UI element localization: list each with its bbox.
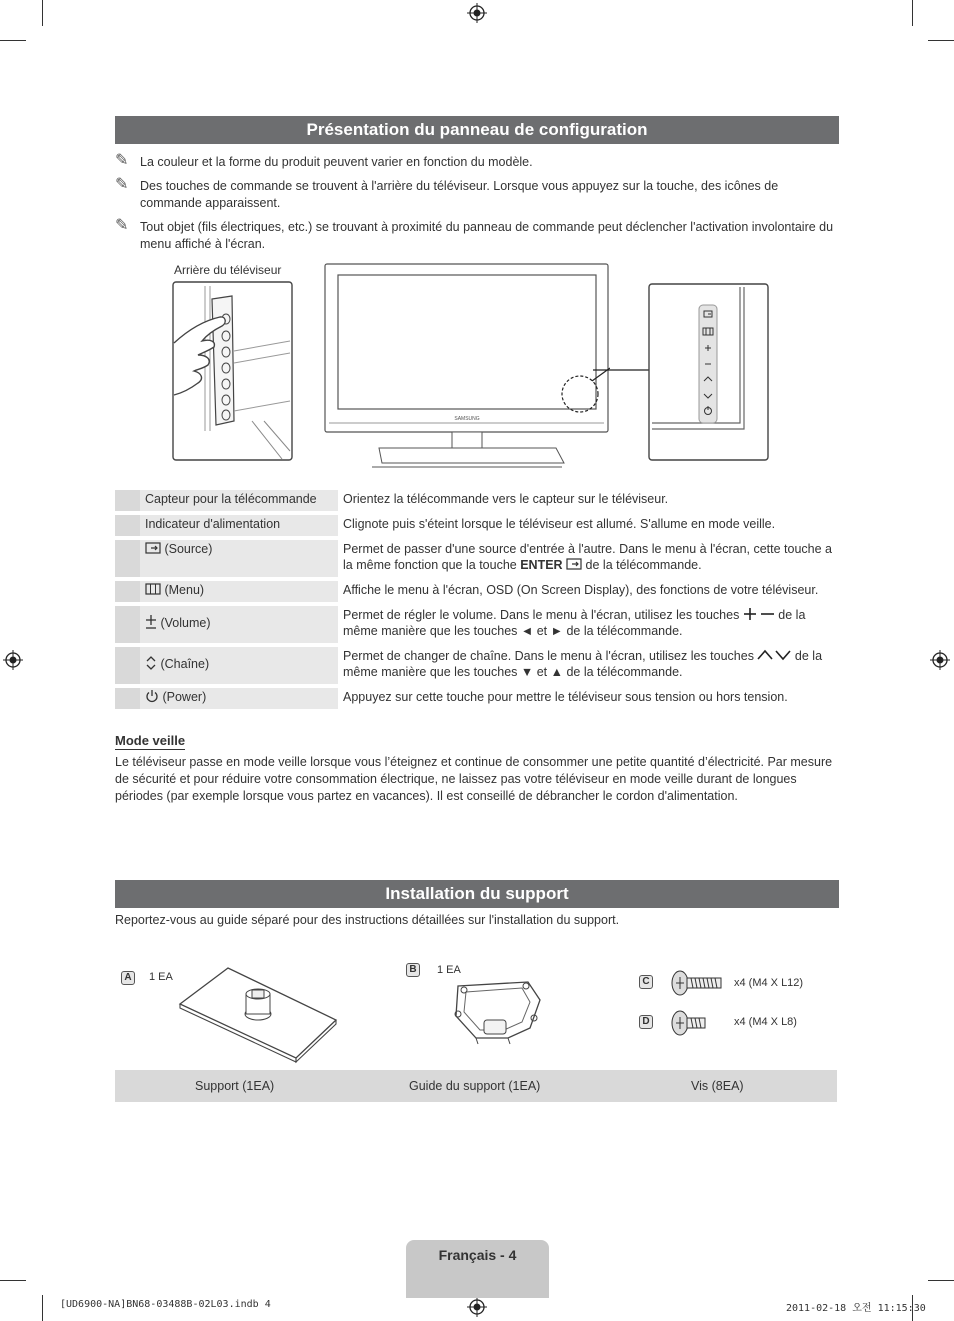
desc-text: Permet de régler le volume. Dans le menu à l'écran, utilisez les touches — [343, 608, 740, 622]
crop-mark — [928, 40, 954, 41]
table-row — [115, 540, 839, 577]
control-desc — [338, 540, 839, 577]
control-name — [140, 688, 338, 709]
control-desc: Appuyez sur cette touche pour mettre le téléviseur sous tension ou hors tension. — [343, 690, 788, 704]
control-name-text: (Menu) — [164, 583, 205, 597]
part-letter-a: A — [121, 971, 135, 985]
plus-minus-icon — [743, 608, 775, 620]
table-row — [115, 581, 839, 602]
control-name: Indicateur d'alimentation — [140, 515, 338, 536]
print-file-info: [UD6900-NA]BN68-03488B-02L03.indb 4 — [60, 1299, 271, 1310]
pencil-note-icon: ✎ — [115, 176, 129, 193]
row-marker — [115, 490, 140, 511]
stand-base-illustration — [178, 962, 338, 1064]
control-desc: Affiche le menu à l'écran, OSD (On Screen Display), des fonctions de votre téléviseur. — [343, 583, 819, 597]
note-item — [115, 178, 835, 212]
row-marker — [115, 515, 140, 536]
up-down-arrow-icon — [757, 649, 791, 661]
tv-front-illustration — [324, 263, 610, 468]
control-name — [140, 581, 338, 602]
table-row — [115, 647, 839, 684]
parts-label-strip — [115, 1070, 837, 1102]
crop-mark — [42, 0, 43, 26]
part-letter-d: D — [639, 1015, 653, 1029]
support-intro: Reportez-vous au guide séparé pour des instructions détaillées sur l'installation du support. — [115, 913, 620, 927]
note-text: La couleur et la forme du produit peuvent varier en fonction du modèle. — [140, 155, 533, 169]
screw-short-icon — [670, 1008, 710, 1038]
crop-mark — [0, 1280, 26, 1281]
menu-icon — [145, 583, 161, 595]
control-name — [140, 647, 338, 684]
pencil-note-icon: ✎ — [115, 217, 129, 234]
row-marker — [115, 688, 140, 709]
enter-icon — [566, 558, 582, 570]
control-name-text: (Volume) — [160, 616, 211, 630]
crop-mark — [928, 1280, 954, 1281]
note-item — [115, 219, 835, 253]
control-name — [140, 540, 338, 577]
table-row — [115, 490, 839, 511]
control-desc — [338, 647, 839, 684]
table-row — [115, 606, 839, 643]
control-desc: Orientez la télécommande vers le capteur sur le téléviseur. — [343, 492, 669, 506]
crop-mark — [0, 40, 26, 41]
standby-title: Mode veille — [115, 733, 186, 748]
row-marker — [115, 606, 140, 643]
table-row — [115, 688, 839, 709]
part-qty-b: 1 EA — [437, 964, 461, 976]
part-qty-a: 1 EA — [149, 971, 173, 983]
desc-text: Permet de passer d'une source d'entrée à l'autre. Dans le menu à l'écran, cette touche a la même fonction que la touche — [343, 542, 832, 572]
part-qty-d: x4 (M4 X L8) — [734, 1016, 797, 1028]
registration-mark-icon — [930, 650, 950, 670]
standby-body: Le téléviseur passe en mode veille lorsque vous l’éteignez et continue de consommer une petite quantité d’électricité. Par mesure de sécurité et pour réduire votre consommation électrique, ne laissez pas votre téléviseur en mode veille durant de longues périodes (par exemple lorsque vous partez en vacances). Il est conseillé de débrancher le cordon d'alimentation. — [115, 755, 833, 803]
registration-mark-icon — [3, 650, 23, 670]
control-panel-table — [115, 486, 839, 713]
part-letter-c: C — [639, 975, 653, 989]
note-item — [115, 154, 835, 171]
registration-mark-icon — [467, 3, 487, 23]
section-title-panel: Présentation du panneau de configuration — [115, 116, 839, 144]
page-number-tab: Français - 4 — [406, 1240, 549, 1298]
row-marker — [115, 647, 140, 684]
crop-mark — [912, 0, 913, 26]
note-text: Des touches de commande se trouvent à l'arrière du téléviseur. Lorsque vous appuyez sur la touche, des icônes de commande apparaissent. — [140, 179, 779, 210]
registration-mark-icon — [467, 1297, 487, 1317]
volume-icon — [145, 615, 157, 629]
callout-connector-line — [593, 362, 653, 382]
desc-text: de la télécommande. — [585, 558, 702, 572]
stand-guide-illustration — [448, 978, 548, 1048]
part-label-support: Support (1EA) — [195, 1079, 275, 1093]
control-name-text: (Source) — [164, 542, 213, 556]
part-qty-c: x4 (M4 X L12) — [734, 977, 804, 989]
control-desc: Clignote puis s'éteint lorsque le téléviseur est allumé. S'allume en mode veille. — [343, 517, 776, 531]
row-marker — [115, 581, 140, 602]
table-row — [115, 515, 839, 536]
part-label-screws: Vis (8EA) — [691, 1079, 744, 1093]
row-marker — [115, 540, 140, 577]
control-panel-zoom-illustration — [648, 283, 770, 463]
figure-label: Arrière du téléviseur — [174, 263, 282, 277]
screw-long-icon — [670, 968, 726, 998]
channel-icon — [145, 656, 157, 670]
desc-text: de la même manière que les touches ◄ et ► de la télécommande. — [343, 608, 806, 638]
control-name-text: (Power) — [162, 690, 207, 704]
tv-brand-logo: SAMSUNG — [454, 416, 480, 422]
print-date-info: 2011-02-18 오전 11:15:30 — [786, 1303, 926, 1314]
control-name-text: (Chaîne) — [160, 657, 210, 671]
part-letter-b: B — [406, 963, 420, 977]
source-icon — [145, 542, 161, 554]
back-panel-hand-illustration — [172, 281, 294, 462]
part-label-guide: Guide du support (1EA) — [409, 1079, 541, 1093]
control-name: Capteur pour la télécommande — [140, 490, 338, 511]
section-title-support: Installation du support — [115, 880, 839, 908]
crop-mark — [42, 1295, 43, 1321]
enter-key-label: ENTER — [520, 558, 563, 572]
control-name — [140, 606, 338, 643]
control-desc — [338, 606, 839, 643]
desc-text: Permet de changer de chaîne. Dans le menu à l'écran, utilisez les touches — [343, 649, 754, 663]
pencil-note-icon: ✎ — [115, 152, 129, 169]
note-text: Tout objet (fils électriques, etc.) se trouvant à proximité du panneau de commande peut déclencher l'activation involontaire du menu affiché à l'écran. — [140, 220, 834, 251]
power-icon — [145, 689, 159, 703]
desc-text: de la même manière que les touches ▼ et ▲ de la télécommande. — [343, 649, 823, 679]
